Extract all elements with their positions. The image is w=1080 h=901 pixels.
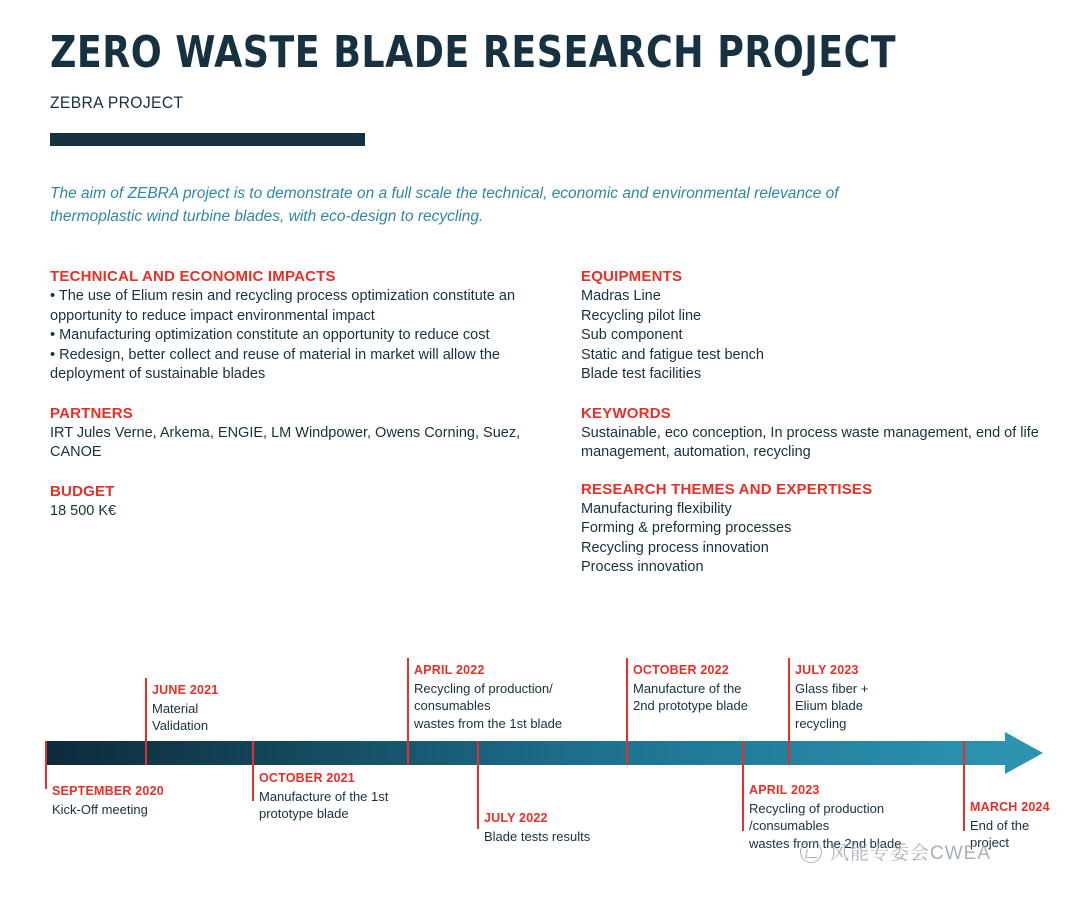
section-heading: TECHNICAL AND ECONOMIC IMPACTS	[50, 268, 336, 285]
body-line: Madras Line	[581, 288, 661, 304]
body-line: • The use of Elium resin and recycling process optimization constitute an	[50, 288, 516, 304]
section-body	[581, 424, 1041, 463]
body-line: Recycling pilot line	[581, 307, 702, 324]
timeline-event-description: Kick-Off meeting	[52, 801, 148, 817]
body-line: • Manufacturing optimization constitute an opportunity to reduce cost	[50, 327, 490, 343]
page-title: ZERO WASTE BLADE RESEARCH PROJECT	[50, 27, 897, 78]
section-body	[581, 500, 1041, 578]
timeline-tick	[963, 741, 965, 831]
body-line: Manufacturing flexibility	[581, 500, 732, 517]
watermark-logo-icon	[800, 841, 822, 863]
timeline-event-description: Manufacture of the 1st	[259, 788, 389, 804]
timeline-event-date: JULY 2023	[795, 663, 859, 677]
timeline-bar	[45, 741, 1008, 765]
section-heading: EQUIPMENTS	[581, 268, 683, 285]
timeline-tick	[407, 658, 409, 765]
body-line: IRT Jules Verne, Arkema, ENGIE, LM Windpower, Owens Corning, Suez, CANOE	[50, 424, 521, 460]
section-budget	[50, 483, 550, 522]
timeline-event-description: wastes from the 1st blade	[414, 715, 563, 731]
section-body	[581, 287, 1041, 385]
timeline-event-description: Elium blade	[795, 698, 863, 713]
body-line: deployment of sustainable blades	[50, 366, 266, 382]
section-heading: KEYWORDS	[581, 404, 671, 422]
timeline-event-date: SEPTEMBER 2020	[52, 784, 164, 798]
body-line: management, automation, recycling	[581, 444, 811, 460]
watermark	[800, 838, 991, 865]
timeline-event-description: Manufacture of the	[633, 680, 742, 696]
timeline-tick	[742, 741, 744, 831]
section-heading: RESEARCH THEMES AND EXPERTISES	[581, 480, 873, 498]
timeline-event-date: MARCH 2024	[970, 800, 1050, 814]
section-heading: BUDGET	[50, 482, 115, 500]
timeline-event-description: Validation	[152, 718, 209, 733]
timeline-event-description: /consumables	[749, 818, 830, 833]
timeline-event	[633, 662, 803, 715]
body-line: Process innovation	[581, 559, 704, 575]
timeline-event-description: End of the	[970, 817, 1030, 833]
timeline-event-description: Recycling of production	[749, 800, 885, 816]
body-line: • Redesign, better collect and reuse of material in market will allow the	[50, 346, 500, 363]
timeline-event-description: Blade tests results	[484, 828, 591, 844]
section-keywords	[581, 405, 1041, 463]
timeline-tick	[45, 741, 47, 789]
timeline-tick	[477, 741, 479, 829]
body-line: Sustainable, eco conception, In process waste management, end of life	[581, 424, 1039, 441]
timeline-event-date: APRIL 2022	[414, 663, 485, 677]
body-line: opportunity to reduce impact environmental impact	[50, 307, 375, 324]
timeline-event-date: JUNE 2021	[152, 683, 219, 697]
timeline-event-description: recycling	[795, 715, 847, 731]
timeline-event-description: consumables	[414, 698, 491, 713]
body-line: 18 500 K€	[50, 502, 117, 519]
timeline-event	[795, 662, 965, 732]
timeline-event-description: 2nd prototype blade	[633, 698, 748, 713]
timeline-event	[259, 770, 429, 823]
timeline-event-description: wastes from the 2nd blade	[749, 835, 902, 851]
timeline-event	[484, 810, 654, 845]
timeline-event-description: Recycling of production/	[414, 680, 553, 696]
right-column	[581, 268, 1041, 598]
timeline-event-description: Glass fiber +	[795, 680, 869, 696]
title-rule	[50, 133, 365, 146]
section-body	[50, 424, 550, 463]
body-line: Forming & preforming processes	[581, 520, 792, 536]
timeline-arrow-icon	[1005, 732, 1043, 774]
timeline-event-date: JULY 2022	[484, 811, 548, 825]
section-body	[50, 502, 550, 522]
left-column	[50, 268, 550, 541]
body-line: Sub component	[581, 327, 683, 343]
section-body	[50, 287, 550, 385]
body-line: Recycling process innovation	[581, 539, 769, 556]
page-subtitle: ZEBRA PROJECT	[50, 93, 184, 112]
section-technical-economic-impacts	[50, 268, 550, 385]
timeline-event-date: OCTOBER 2021	[259, 771, 355, 785]
timeline-tick	[788, 658, 790, 765]
timeline-event-date: APRIL 2023	[749, 783, 820, 797]
timeline-tick	[252, 741, 254, 801]
section-heading: PARTNERS	[50, 404, 133, 422]
body-line: Blade test facilities	[581, 366, 702, 382]
timeline-event-description: prototype blade	[259, 806, 349, 821]
section-research-themes	[581, 481, 1041, 578]
timeline-event	[52, 783, 222, 818]
timeline-event	[414, 662, 584, 732]
watermark-text: 风能专委会CWEA	[830, 843, 992, 864]
timeline-tick	[145, 678, 147, 765]
timeline-tick	[626, 658, 628, 765]
timeline-event-description: Material	[152, 700, 199, 716]
body-line: Static and fatigue test bench	[581, 346, 764, 363]
section-equipments	[581, 268, 1041, 385]
timeline-event-description: project	[970, 835, 1010, 850]
timeline-event-date: OCTOBER 2022	[633, 663, 729, 677]
project-aim-text: The aim of ZEBRA project is to demonstrate on a full scale the technical, economic and environmental relevance of thermoplastic wind turbine blades, with eco-design to recycling.	[50, 185, 839, 225]
section-partners	[50, 405, 550, 463]
timeline-event	[152, 682, 322, 735]
